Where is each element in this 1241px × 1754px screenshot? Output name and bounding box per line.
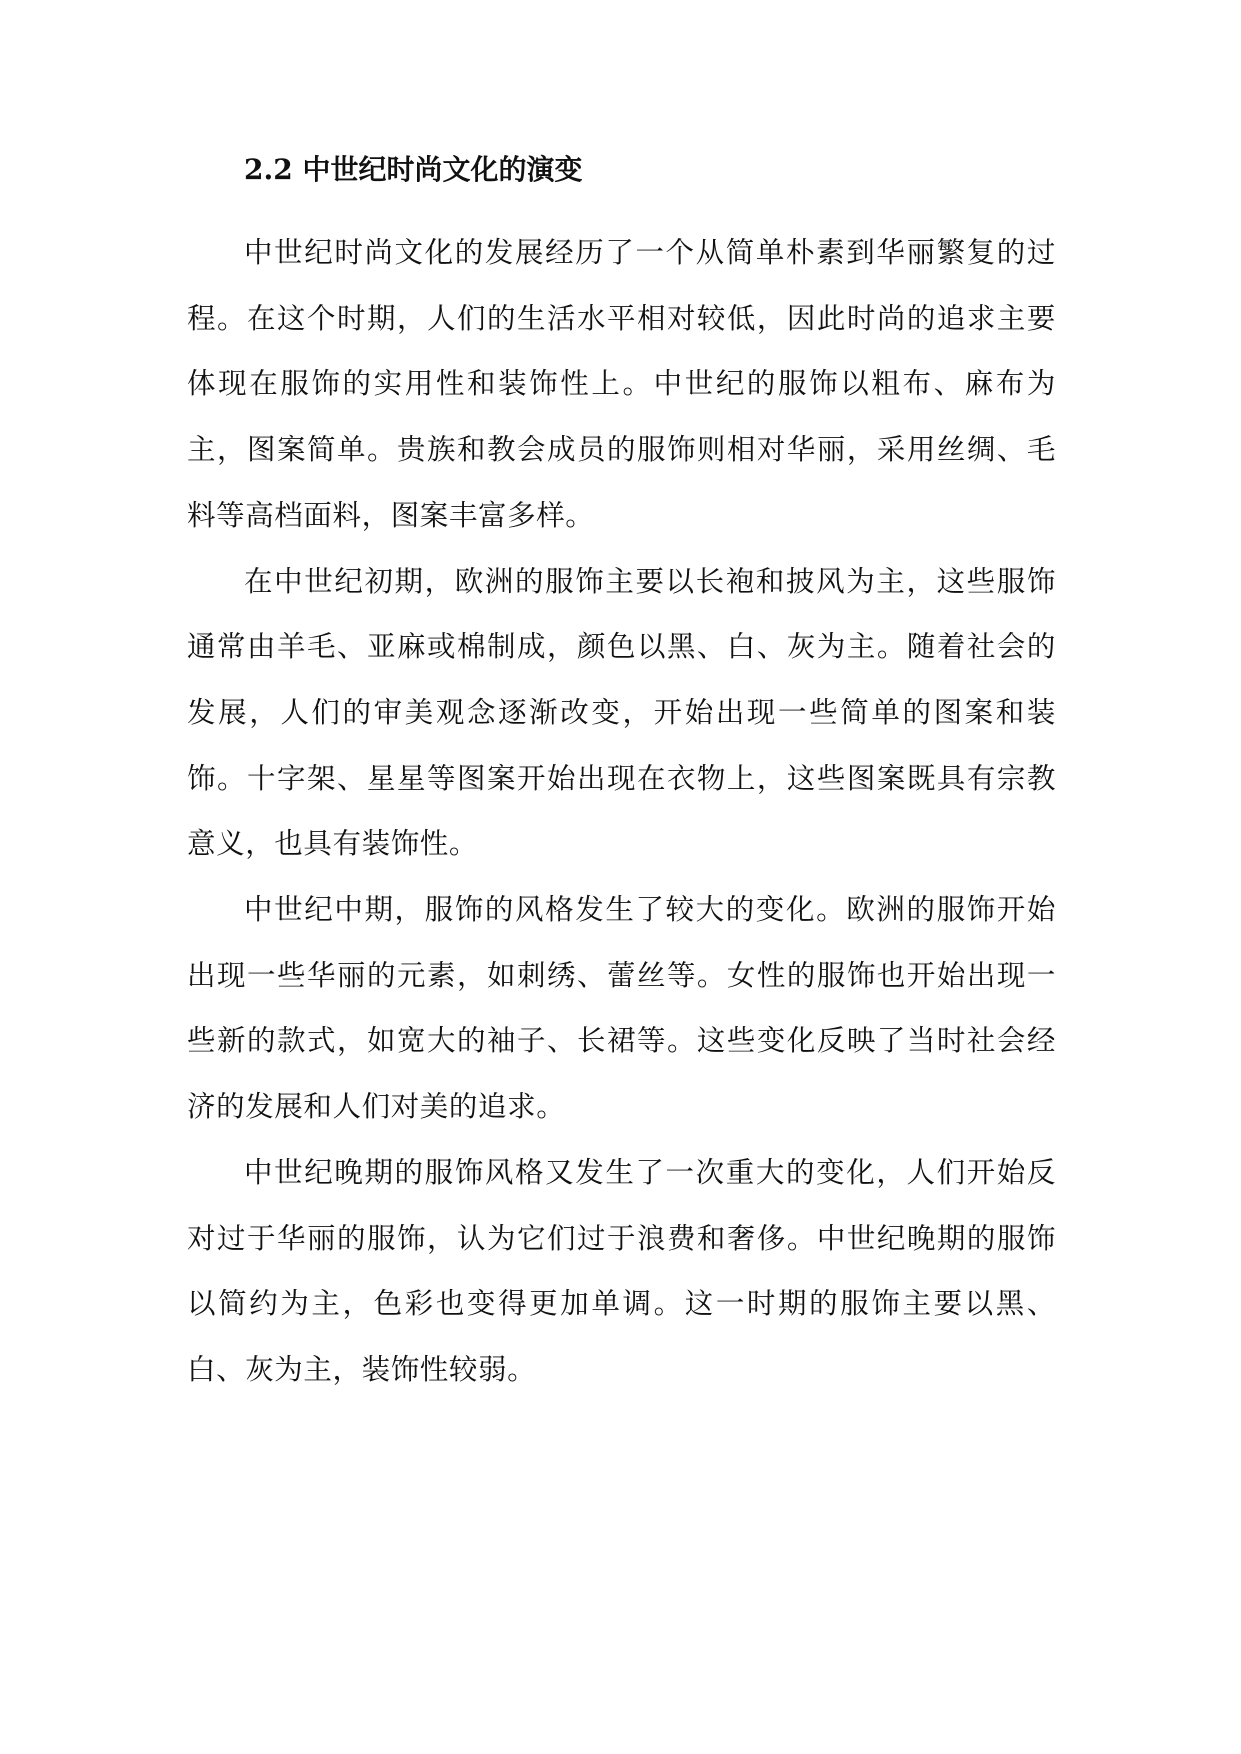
paragraph-late-period: 中世纪晚期的服饰风格又发生了一次重大的变化，人们开始反对过于华丽的服饰，认为它们过于浪费和奢侈。中世纪晚期的服饰以简约为主，色彩也变得更加单调。这一时期的服饰主要以黑、白、灰为主，装饰性较弱。 (187, 1155, 1056, 1386)
section-title: 2.2 中世纪时尚文化的演变 (244, 153, 583, 186)
body-text (187, 220, 1056, 1403)
paragraph-intro: 中世纪时尚文化的发展经历了一个从简单朴素到华丽繁复的过程。在这个时期，人们的生活水平相对较低，因此时尚的追求主要体现在服饰的实用性和装饰性上。中世纪的服饰以粗布、麻布为主，图案简单。贵族和教会成员的服饰则相对华丽，采用丝绸、毛料等高档面料，图案丰富多样。 (187, 236, 1056, 532)
paragraph-early-period: 在中世纪初期，欧洲的服饰主要以长袍和披风为主，这些服饰通常由羊毛、亚麻或棉制成，颜色以黑、白、灰为主。随着社会的发展，人们的审美观念逐渐改变，开始出现一些简单的图案和装饰。十字架、星星等图案开始出现在衣物上，这些图案既具有宗教意义，也具有装饰性。 (187, 564, 1056, 861)
paragraph-middle-period: 中世纪中期，服饰的风格发生了较大的变化。欧洲的服饰开始出现一些华丽的元素，如刺绣、蕾丝等。女性的服饰也开始出现一些新的款式，如宽大的袖子、长裙等。这些变化反映了当时社会经济的发展和人们对美的追求。 (187, 893, 1056, 1124)
